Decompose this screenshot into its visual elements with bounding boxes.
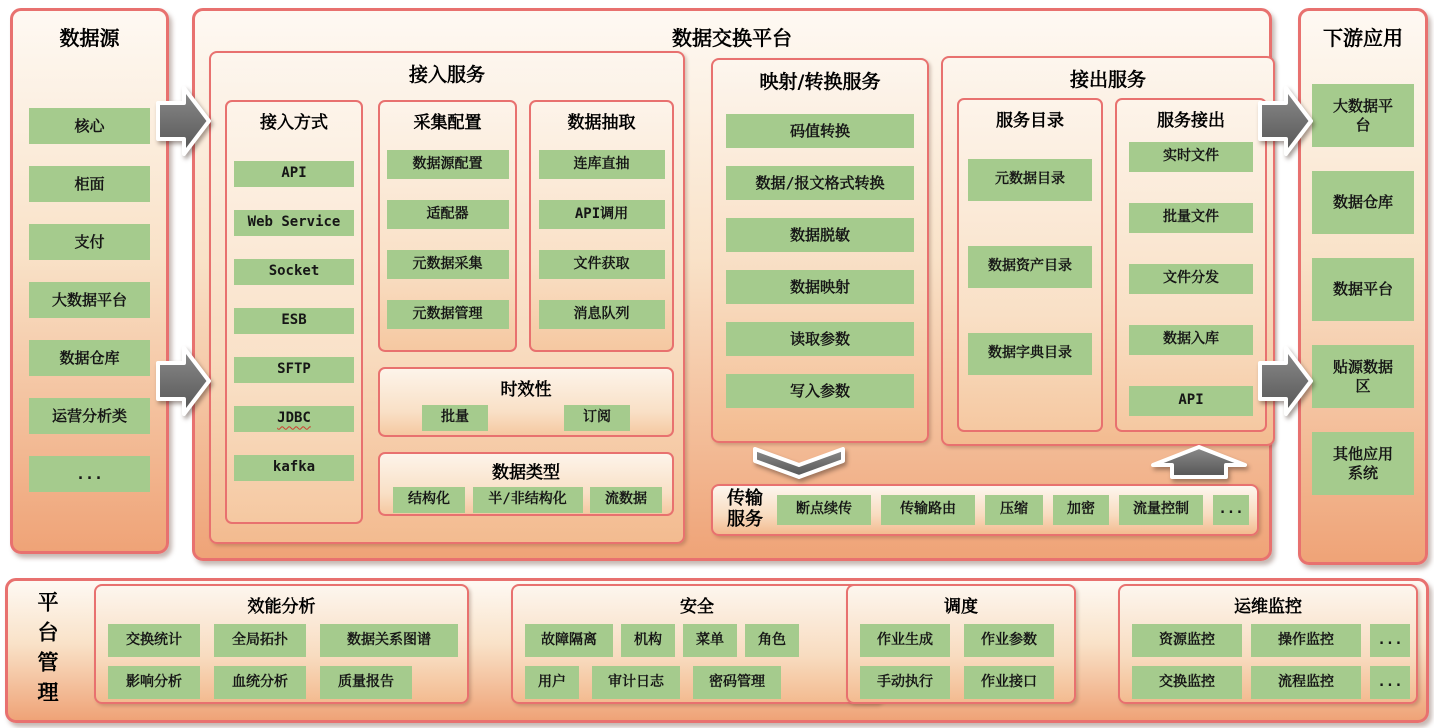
collection-config-title: 采集配置 (413, 113, 482, 133)
item: 数据/报文格式转换 (726, 166, 914, 200)
mapping-service-box (711, 58, 929, 443)
item: 适配器 (387, 200, 509, 229)
item: 数据仓库 (1312, 171, 1414, 234)
item: 机构 (621, 624, 675, 657)
item: SFTP (234, 357, 354, 383)
item: 影响分析 (108, 666, 200, 699)
item: 作业参数 (964, 624, 1054, 657)
data-types-list (380, 483, 672, 513)
item: 数据关系图谱 (320, 624, 458, 657)
transmission-list (777, 495, 1249, 525)
item: API (1129, 386, 1253, 416)
ops-monitoring-list (1120, 617, 1416, 699)
data-types-box (378, 452, 674, 516)
service-catalog-box (957, 98, 1103, 432)
item: 操作监控 (1251, 624, 1361, 657)
item: 数据源配置 (387, 150, 509, 179)
item: 流程监控 (1251, 666, 1361, 699)
security-box (511, 584, 883, 704)
collection-config-box (378, 100, 517, 352)
flow-arrow-up-icon (1150, 445, 1248, 479)
item: 角色 (745, 624, 799, 657)
item: 菜单 (683, 624, 737, 657)
item: kafka (234, 455, 354, 481)
data-sources-title: 数据源 (59, 26, 120, 50)
item: 大数据平台 (1312, 84, 1414, 147)
item: 传输路由 (881, 495, 975, 525)
platform-management-panel (5, 578, 1429, 723)
item-ellipsis: ... (1370, 666, 1410, 699)
item: 流数据 (590, 487, 662, 513)
item-ellipsis: ... (29, 456, 150, 492)
item: 其他应用系统 (1312, 432, 1414, 495)
item: 支付 (29, 224, 150, 260)
item: 流量控制 (1119, 495, 1203, 525)
downstream-apps-panel (1298, 8, 1428, 565)
timeliness-title: 时效性 (500, 380, 552, 400)
item: 用户 (525, 666, 579, 699)
item: 核心 (29, 108, 150, 144)
service-output-list (1117, 131, 1265, 416)
scheduling-box (846, 584, 1076, 704)
item: 数据脱敏 (726, 218, 914, 252)
platform-management-title: 平台管理 (35, 591, 59, 711)
access-service-box (209, 51, 685, 544)
item: 数据仓库 (29, 340, 150, 376)
item: 审计日志 (592, 666, 680, 699)
item: 码值转换 (726, 114, 914, 148)
item: 全局拓扑 (214, 624, 306, 657)
security-list (513, 617, 881, 699)
item: 故障隔离 (525, 624, 613, 657)
item: 数据资产目录 (968, 246, 1092, 288)
item: 半/非结构化 (473, 487, 583, 513)
scheduling-list (848, 617, 1074, 699)
item: 结构化 (393, 487, 465, 513)
service-output-box (1115, 98, 1267, 432)
item: 读取参数 (726, 322, 914, 356)
item: 写入参数 (726, 374, 914, 408)
data-types-title: 数据类型 (492, 463, 560, 483)
access-service-title: 接入服务 (408, 64, 485, 86)
item: 柜面 (29, 166, 150, 202)
mapping-service-title: 映射/转换服务 (759, 71, 881, 93)
efficiency-analysis-title: 效能分析 (247, 597, 316, 617)
item: 元数据采集 (387, 250, 509, 279)
access-methods-box (225, 100, 363, 524)
item: 血统分析 (214, 666, 306, 699)
access-methods-list (227, 133, 361, 481)
data-sources-panel (10, 8, 169, 554)
item-spellcheck-underline: JDBC (234, 406, 354, 432)
item: Web Service (234, 210, 354, 236)
item: 文件分发 (1129, 264, 1253, 294)
item: 作业生成 (860, 624, 950, 657)
downstream-apps-title: 下游应用 (1323, 26, 1403, 50)
item: 手动执行 (860, 666, 950, 699)
item: 数据映射 (726, 270, 914, 304)
flow-arrow-right-icon (1258, 344, 1314, 418)
item: 数据平台 (1312, 258, 1414, 321)
efficiency-analysis-box (94, 584, 469, 704)
item: 消息队列 (539, 300, 665, 329)
item: 连库直抽 (539, 150, 665, 179)
efficiency-analysis-list (96, 617, 467, 699)
ops-monitoring-title: 运维监控 (1234, 597, 1302, 617)
item: 作业接口 (964, 666, 1054, 699)
item: 元数据目录 (968, 159, 1092, 201)
item: 资源监控 (1132, 624, 1242, 657)
output-service-title: 接出服务 (1069, 69, 1146, 91)
transmission-service-box (711, 484, 1259, 536)
item: 数据入库 (1129, 325, 1253, 355)
item: 断点续传 (777, 495, 871, 525)
collection-config-list (380, 133, 515, 329)
item: 批量 (422, 405, 488, 431)
item-ellipsis: ... (1213, 495, 1249, 525)
service-catalog-list (959, 131, 1101, 375)
scheduling-title: 调度 (944, 597, 978, 617)
data-extraction-list (531, 133, 672, 329)
item: 元数据管理 (387, 300, 509, 329)
flow-arrow-right-icon (1258, 84, 1314, 158)
security-title: 安全 (680, 597, 714, 617)
exchange-platform-panel (192, 8, 1272, 561)
downstream-apps-list (1301, 51, 1425, 495)
ops-monitoring-box (1118, 584, 1418, 704)
item: 加密 (1053, 495, 1109, 525)
data-sources-list (13, 51, 166, 492)
access-methods-title: 接入方式 (260, 113, 328, 133)
item: Socket (234, 259, 354, 285)
item: 交换监控 (1132, 666, 1242, 699)
flow-arrow-right-icon (156, 84, 212, 158)
timeliness-list (380, 400, 672, 431)
item: 贴源数据区 (1312, 345, 1414, 408)
flow-arrow-down-icon (752, 446, 846, 480)
transmission-service-title: 传输服务 (727, 488, 763, 530)
item: 大数据平台 (29, 282, 150, 318)
item-ellipsis: ... (1370, 624, 1410, 657)
item: 交换统计 (108, 624, 200, 657)
service-output-title: 服务接出 (1157, 111, 1225, 131)
service-catalog-title: 服务目录 (996, 111, 1064, 131)
item: 文件获取 (539, 250, 665, 279)
item: 运营分析类 (29, 398, 150, 434)
output-service-box (941, 56, 1275, 446)
flow-arrow-right-icon (156, 344, 212, 418)
item: 密码管理 (693, 666, 781, 699)
item: 批量文件 (1129, 203, 1253, 233)
item: 数据字典目录 (968, 333, 1092, 375)
item: 质量报告 (320, 666, 412, 699)
timeliness-box (378, 367, 674, 437)
item: 订阅 (564, 405, 630, 431)
item: 压缩 (985, 495, 1043, 525)
item: API调用 (539, 200, 665, 229)
data-extraction-box (529, 100, 674, 352)
item: 实时文件 (1129, 142, 1253, 172)
platform-title: 数据交换平台 (672, 26, 792, 50)
mapping-service-list (713, 94, 927, 408)
item: ESB (234, 308, 354, 334)
item: API (234, 161, 354, 187)
data-extraction-title: 数据抽取 (567, 113, 636, 133)
